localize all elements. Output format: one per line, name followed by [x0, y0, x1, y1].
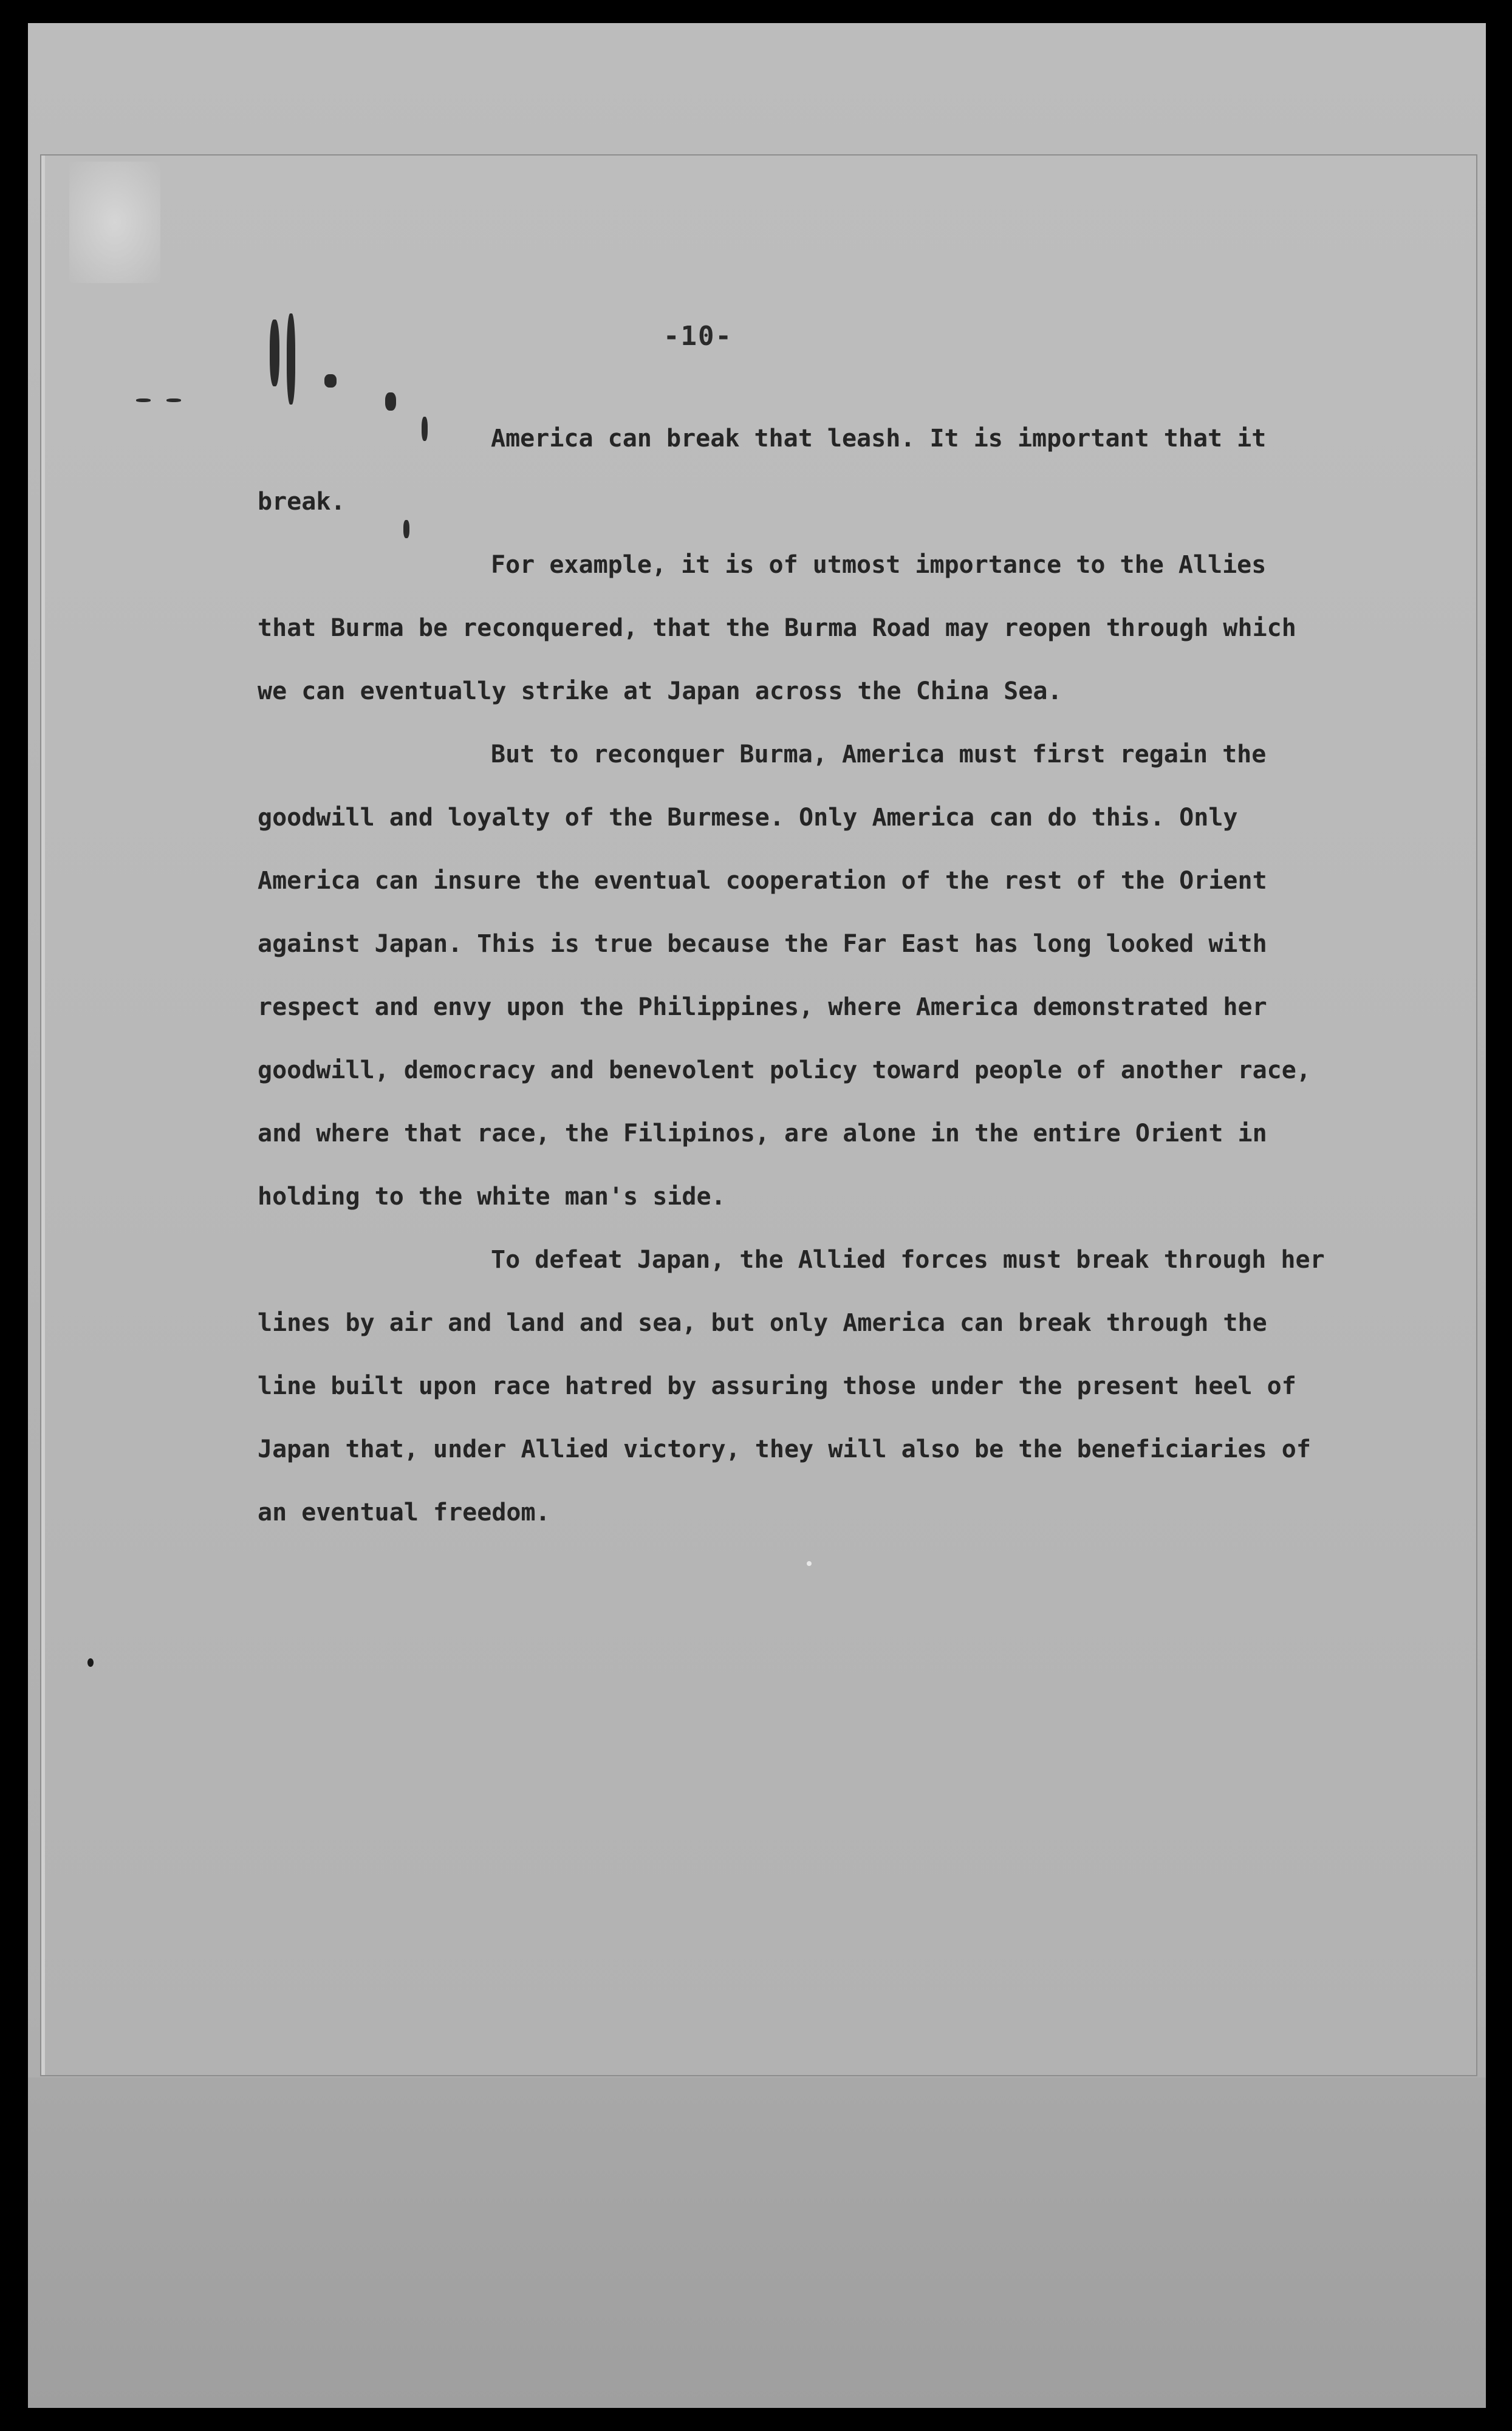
paper-speck [807, 1561, 812, 1566]
page-number: -10- [663, 321, 733, 352]
paragraph-2: For example, it is of utmost importance to the Allies that Burma be reconquered, that the Burma Road may reopen through which we can eventually strike at Japan across the China Sea. [258, 551, 1296, 705]
paragraph-4: To defeat Japan, the Allied forces must break through her lines by air and land and sea, but only America can break through the line built upon race hatred by assuring those under the present heel of Japan that, under Allied victory, they will also be the beneficiaries of an eventual freedom. [258, 1246, 1325, 1527]
document-body [258, 407, 1327, 1544]
paragraph-3: But to reconquer Burma, America must first regain the goodwill and loyalty of the Burmese. Only America can do this. Only America can insure the eventual cooperation of the rest of the Orient against Japan. This is true because the Far East has long looked with respect and envy upon the Philippines, where America demonstrated her goodwill, democracy and benevolent policy toward people of another race, and where that race, the Filipinos, are alone in the entire Orient in holding to the white man's side. [258, 740, 1311, 1211]
ink-dot [87, 1658, 94, 1667]
back-sheet [28, 2077, 1486, 2408]
paragraph-1: America can break that leash. It is important that it break. [258, 425, 1267, 516]
